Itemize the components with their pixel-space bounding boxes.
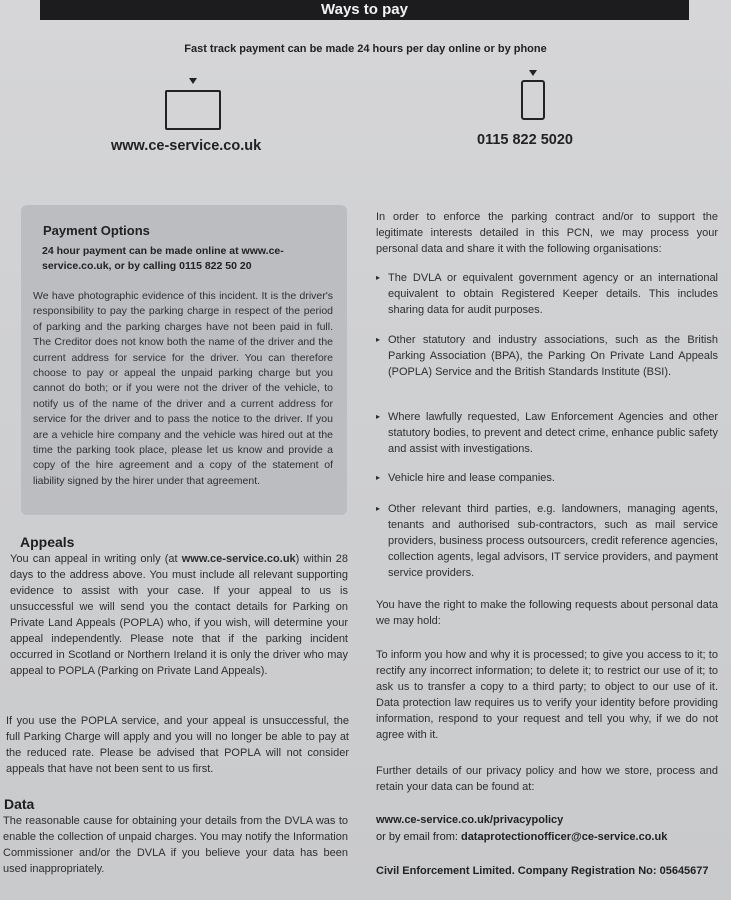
fast-track-notice: Fast track payment can be made 24 hours per day online or by phone xyxy=(184,43,547,55)
payment-options-body: We have photographic evidence of this incident. It is the driver's responsibility to pay the parking charge in respect of the period of parking and the parking charges have not been paid in full. The Creditor does not know both the name of the driver and the current address for service for the driver. You can therefore choose to pay or appeal the unpaid parking charge but you cannot do both; or if you were not the driver of the vehicle, to notify us of the name of the driver and a current address for service for the driver and to pass the notice to the driver. If you are a vehicle hire company and the vehicle was hired out at the time the parking took place, please let us know and provide a copy of the hire agreement and a copy of the statement of liability signed by the hirer under that agreement. xyxy=(33,290,333,487)
payment-options-subtitle: 24 hour payment can be made online at www.ce-service.co.uk, or by calling 0115 822 50 20 xyxy=(42,245,284,272)
appeals-paragraph xyxy=(10,551,348,679)
payment-options-title: Payment Options xyxy=(43,223,150,238)
data-heading: Data xyxy=(4,796,35,812)
privacy-further-paragraph: Further details of our privacy policy and how we store, process and retain your data can be found at: xyxy=(376,765,718,793)
list-item: ▸ Where lawfully requested, Law Enforcement Agencies and other statutory bodies, to prevent and detect crime, enhance public safety and assist with investigations. xyxy=(376,411,718,455)
website-link[interactable]: www.ce-service.co.uk xyxy=(111,138,262,154)
popla-paragraph: If you use the POPLA service, and your appeal is unsuccessful, the full Parking Charge will apply and you will no longer be able to pay at the reduced rate. Please be advised that POPLA will not consider appeals that have not been sent to us first. xyxy=(6,715,349,775)
bullet-icon: ▸ xyxy=(376,273,381,282)
list-item: ▸ Other statutory and industry associations, such as the British Parking Association (BPA), the Parking On Private Land Appeals (POPLA) Service and the British Standards Institute (BSI). xyxy=(376,334,718,378)
bullet-icon: ▸ xyxy=(376,335,381,344)
email-prefix: or by email from: xyxy=(376,831,461,843)
phone-number[interactable]: 0115 822 5020 xyxy=(477,132,573,148)
bullet-icon: ▸ xyxy=(376,473,381,482)
privacy-policy-link[interactable]: www.ce-service.co.uk/privacypolicy xyxy=(376,814,564,826)
privacy-intro: In order to enforce the parking contract and/or to support the legitimate interests detailed in this PCN, we may process your personal data and share it with the following organisations: xyxy=(376,211,718,255)
rights-paragraph: You have the right to make the following requests about personal data we may hold: xyxy=(376,599,718,627)
section-title: Ways to pay xyxy=(321,1,408,18)
appeals-text-end: ) within 28 days to the address above. You must include all relevant supporting evidence to assist with your case. If your appeal to us is unsuccessful we will send you the contact details for Parking on Private Land Appeals (POPLA) who, if you wish, will determine your appeal independently. Please note that if the parking incident occurred in Scotland or Northern Ireland it is only the driver who may appeal to POPLA (Parking on Private Land Appeals). xyxy=(10,553,348,677)
section-title-bar xyxy=(40,0,689,20)
appeals-text-start: You can appeal in writing only (at xyxy=(10,553,182,565)
bullet-icon: ▸ xyxy=(376,412,381,421)
dpo-email-link[interactable]: dataprotectionofficer@ce-service.co.uk xyxy=(460,831,668,843)
rights-detail-paragraph: To inform you how and why it is processed; to give you access to it; to rectify any incorrect information; to delete it; to restrict our use of it; to ask us to transfer a copy to a third party; to object to our use of it. Data protection law requires us to verify your identity before providing information, respond to your request and tell you why, if we do not agree with it. xyxy=(376,649,718,741)
list-item: ▸ The DVLA or equivalent government agency or an international equivalent to obtain Registered Keeper details. This includes sharing data for audit purposes. xyxy=(376,272,718,316)
bullet-icon: ▸ xyxy=(376,504,381,513)
appeals-website-link[interactable]: www.ce-service.co.uk xyxy=(181,553,296,565)
dpo-email-line xyxy=(376,831,667,843)
company-registration: Civil Enforcement Limited. Company Registration No: 05645677 xyxy=(376,865,709,877)
data-paragraph: The reasonable cause for obtaining your details from the DVLA was to enable the collection of unpaid charges. You may notify the Information Commissioner and/or the DVLA if you believe your data has been used inappropriately. xyxy=(3,815,348,875)
list-item: ▸ Other relevant third parties, e.g. landowners, managing agents, tenants and authorised sub-contractors, such as mail service providers, business process outsourcers, credit reference agencies, collection agents, legal advisors, IT service providers, and payment service providers. xyxy=(376,503,718,579)
appeals-heading: Appeals xyxy=(20,534,75,550)
list-item: ▸ Vehicle hire and lease companies. xyxy=(376,472,555,484)
